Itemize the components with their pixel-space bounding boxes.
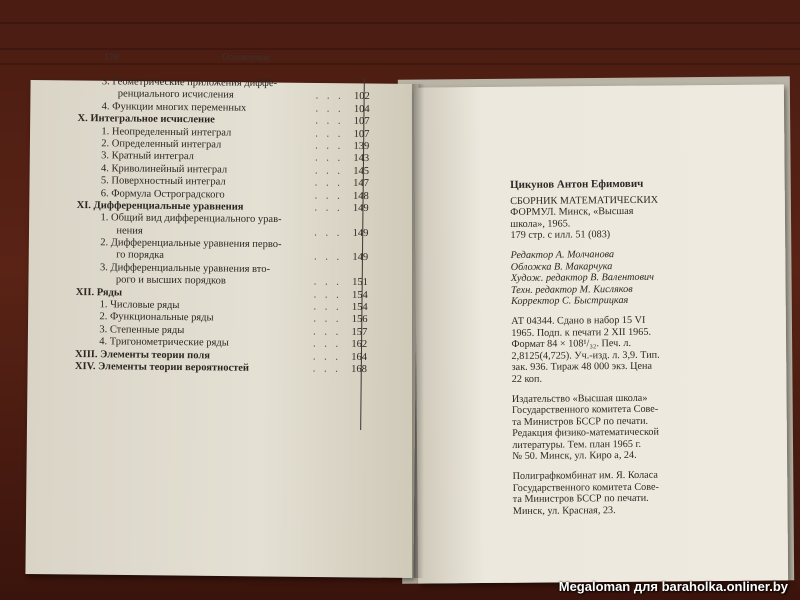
toc-entry-label: 4. Функции многих переменных: [101, 101, 247, 114]
toc-entry-page: 164: [351, 351, 368, 363]
toc-entry-page: 147: [353, 178, 369, 190]
toc-entry-label: 4. Тригонометрические ряды: [99, 336, 229, 349]
toc-entry-label: рого и высших порядков: [115, 274, 226, 287]
print-info-line: Формат 84 × 108¹/₃₂. Печ. л.: [511, 338, 632, 351]
toc-leader-dots: . . .: [314, 190, 343, 202]
credits-block: [511, 249, 671, 308]
print-info-line: 2,8125(4,725). Уч.-изд. л. 3,9. Тип.: [511, 349, 660, 362]
toc-entry-page: 102: [353, 91, 370, 103]
toc-entry-label: 1. Общий вид дифференциального урав-: [100, 212, 282, 226]
toc-leader-dots: . . .: [314, 202, 343, 214]
publisher-line: Редакция физико-математической: [512, 426, 659, 440]
toc-entry-label: 3. Степенные ряды: [99, 324, 185, 336]
toc-entry-label: нения: [116, 225, 143, 237]
print-info-line: 22 коп.: [511, 373, 543, 385]
title-line: СБОРНИК МАТЕМАТИЧЕСКИХ: [510, 194, 659, 207]
toc-entry-page: 154: [351, 301, 368, 314]
credit-line: Редактор А. Молчанова: [510, 249, 615, 261]
toc-entry-page: 157: [351, 326, 368, 338]
toc-entry-label: 2. Определенный интеграл: [101, 138, 222, 151]
printer-block: [513, 470, 673, 518]
toc-leader-dots: . . .: [314, 165, 344, 177]
credit-line: Техн. редактор М. Кисляков: [510, 283, 633, 296]
toc-entry-page: 168: [351, 363, 367, 376]
page-number: 178: [103, 51, 120, 64]
toc-leader-dots: . . .: [314, 227, 343, 239]
toc-entry-label: го порядка: [116, 249, 165, 262]
printer-line: Полиграфкомбинат им. Я. Коласа: [512, 469, 658, 483]
print-info-line: АТ 04344. Сдано в набор 15 VI: [511, 314, 646, 327]
toc-leader-dots: . . .: [314, 177, 343, 189]
print-info-line: зак. 936. Тираж 48 000 экз. Цена: [511, 361, 652, 374]
running-header: Оглавление: [221, 51, 271, 64]
credit-line: Обложка В. Макарчука: [510, 260, 613, 273]
toc-entry-page: 139: [353, 140, 370, 153]
toc-entry-page: 156: [351, 314, 368, 326]
print-info-line: 1965. Подп. к печати 2 XII 1965.: [511, 326, 652, 339]
publisher-block: [512, 392, 673, 463]
toc-entry-label: 2. Функциональные ряды: [99, 311, 214, 324]
toc-entry-page: 148: [352, 190, 369, 202]
table-of-contents: [75, 76, 370, 376]
toc-leader-dots: . . .: [314, 152, 344, 165]
toc-entry-page: 107: [353, 116, 370, 128]
toc-leader-dots: . . .: [312, 351, 342, 363]
toc-leader-dots: . . .: [315, 103, 344, 115]
toc-entry-label: 1. Числовые ряды: [99, 299, 180, 312]
publisher-line: та Министров БССР по печати.: [512, 415, 649, 428]
toc-leader-dots: . . .: [313, 326, 342, 338]
toc-leader-dots: . . .: [312, 363, 342, 375]
toc-leader-dots: . . .: [315, 140, 344, 152]
toc-leader-dots: . . .: [313, 289, 342, 301]
publisher-line: Издательство «Высшая школа»: [511, 392, 648, 405]
toc-leader-dots: . . .: [313, 301, 342, 313]
printer-line: Государственного комитета Сове-: [512, 481, 659, 494]
toc-entry-page: 151: [352, 277, 368, 289]
toc-entry-label: 3. Дифференциальные уравнения вто-: [99, 262, 271, 275]
toc-entry-label: 4. Криволинейный интеграл: [100, 162, 228, 176]
credit-line: Худож. редактор В. Валентович: [510, 271, 655, 285]
toc-leader-dots: . . .: [315, 115, 344, 127]
toc-entry-page: 107: [353, 128, 370, 140]
toc-leader-dots: . . .: [313, 276, 342, 289]
toc-entry-label: 5. Поверхностный интеграл: [100, 175, 226, 188]
toc-leader-dots: . . .: [315, 90, 344, 103]
toc-entry-label: XIII. Элементы теории поля: [75, 348, 210, 361]
toc-leader-dots: . . .: [313, 251, 343, 264]
toc-entry-label: 3. Геометрические приложения диффе-: [101, 76, 278, 90]
colophon: [510, 179, 673, 518]
toc-entry-page: 154: [351, 289, 368, 301]
toc-entry-page: 143: [353, 153, 370, 165]
title-line: школа», 1965.: [510, 218, 571, 230]
toc-leader-dots: . . .: [315, 128, 344, 140]
publisher-line: Государственного комитета Сове-: [511, 403, 659, 417]
toc-entry-page: 149: [352, 202, 369, 214]
spine-shadow: [412, 84, 424, 578]
toc-entry-label: XI. Дифференциальные уравнения: [76, 199, 244, 213]
author-name: Цикунов Антон Ефимович: [509, 177, 644, 191]
toc-entry-page: 149: [352, 252, 369, 264]
toc-leader-dots: . . .: [313, 313, 342, 326]
publisher-line: литературы. Тем. план 1965 г.: [512, 438, 642, 451]
printer-line: Минск, ул. Красная, 23.: [512, 504, 616, 517]
toc-entry-label: 2. Дифференциальные уравнения перво-: [100, 237, 282, 251]
toc-entry-page: 145: [353, 165, 370, 177]
toc-entry-page: 104: [353, 103, 370, 115]
title-line: ФОРМУЛ. Минск, «Высшая: [510, 206, 634, 219]
title-line: 179 стр. с илл. 51 (083): [510, 229, 611, 242]
toc-entry-label: X. Интегральное исчисление: [77, 113, 215, 126]
toc-entry-label: 6. Формула Остроградского: [100, 187, 225, 201]
watermark-text: Megaloman для baraholka.onliner.by: [558, 579, 788, 594]
toc-entry-label: 3. Кратный интеграл: [101, 150, 194, 163]
toc-entry-label: XII. Ряды: [75, 286, 123, 299]
toc-entry-label: XIV. Элементы теории вероятностей: [74, 360, 250, 374]
credit-line: Корректор С. Быстрицкая: [511, 295, 629, 308]
print-info-block: [511, 315, 672, 386]
toc-entry-label: 1. Неопределенный интеграл: [101, 125, 232, 139]
toc-entry-page: 149: [352, 227, 369, 239]
publisher-line: № 50. Минск, ул. Киро а, 24.: [512, 450, 637, 463]
toc-leader-dots: . . .: [313, 338, 342, 350]
book-title-block: [510, 194, 670, 242]
printer-line: та Министров БССР по печати.: [512, 493, 649, 506]
toc-entry-page: 162: [351, 339, 368, 351]
toc-entry-label: ренциального исчисления: [117, 88, 234, 102]
